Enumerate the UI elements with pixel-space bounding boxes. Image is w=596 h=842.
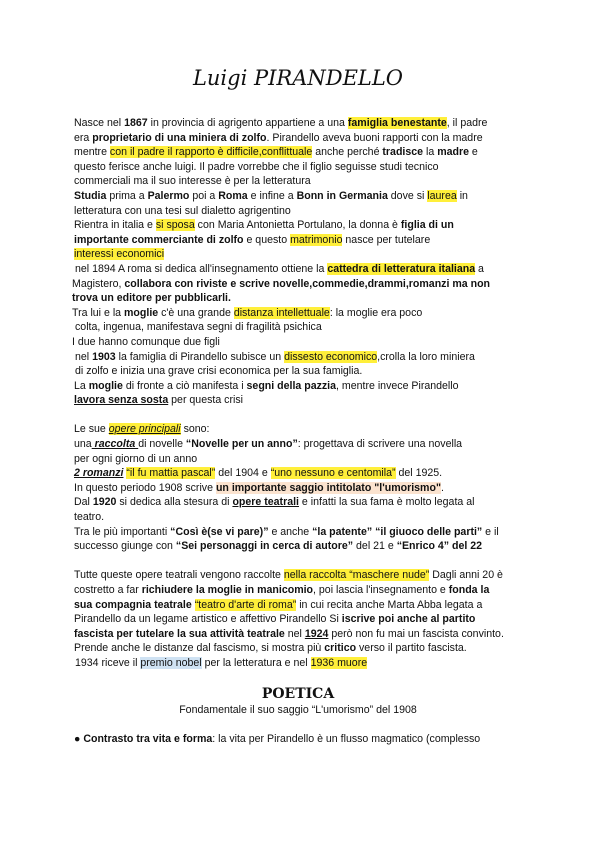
text-run: “la patente” “il giuoco delle parti” xyxy=(312,525,483,538)
text-line xyxy=(72,116,532,131)
text-run: Tutte queste opere teatrali vengono raccolte xyxy=(74,569,284,582)
text-line xyxy=(72,539,532,554)
text-run: . xyxy=(440,481,444,494)
text-run: . Pirandello aveva buoni rapporti con la madre xyxy=(266,131,483,144)
text-run: era xyxy=(74,131,93,144)
text-run: 1924 xyxy=(304,627,329,640)
text-run: sono: xyxy=(180,423,210,436)
text-run: 1934 riceve il xyxy=(75,656,141,669)
text-run: fascista per tutelare la sua attività teatrale xyxy=(74,627,285,640)
text-run: madre xyxy=(437,146,469,159)
section-subtitle: Fondamentale il suo saggio “L'umorismo” del 1908 xyxy=(179,703,417,716)
text-run: tradisce xyxy=(382,146,424,159)
text-run: successo giunge con xyxy=(74,540,176,553)
text-line xyxy=(72,291,532,306)
text-run: la famiglia di Pirandello subisce un xyxy=(115,350,285,363)
text-run: raccolta xyxy=(91,438,139,451)
text-run: matrimonio xyxy=(290,233,343,246)
bullet-term: Contrasto tra vita e forma xyxy=(83,732,213,745)
text-line xyxy=(72,525,532,540)
text-run: Roma xyxy=(218,189,248,202)
text-run: “il fu mattia pascal” xyxy=(126,467,216,480)
text-line xyxy=(72,379,532,394)
text-line xyxy=(72,218,532,233)
text-run: sua compagnia teatrale xyxy=(74,598,192,611)
text-line xyxy=(72,612,532,627)
text-run: 1920 xyxy=(92,496,117,509)
text-run: 1936 muore xyxy=(310,656,368,669)
text-run: Bonn in Germania xyxy=(296,189,388,202)
text-run: nel xyxy=(284,627,305,640)
text-run: famiglia benestante xyxy=(347,117,447,129)
text-run: fonda la xyxy=(448,584,490,596)
text-run: Palermo xyxy=(147,189,190,202)
text-run: nella raccolta “maschere nude” xyxy=(283,569,430,582)
text-run: collabora con riviste e scrive novelle,commedie,drammi,romanzi ma non xyxy=(124,277,491,290)
document-body xyxy=(72,116,532,746)
text-run: per ogni giorno di un anno xyxy=(74,452,198,465)
text-run: Le sue xyxy=(74,423,109,436)
text-run: ,crolla la loro miniera xyxy=(377,350,475,363)
document-title: Luigi PIRANDELLO xyxy=(192,66,404,90)
text-line xyxy=(72,320,532,335)
text-run: La xyxy=(74,379,89,392)
text-run: del 1904 e xyxy=(215,467,271,480)
text-run: “Sei personaggi in cerca di autore” xyxy=(175,540,354,553)
text-run: “Enrico 4” del 22 xyxy=(396,540,483,553)
text-line xyxy=(72,627,532,642)
biography-text xyxy=(72,116,532,671)
text-line xyxy=(72,174,532,189)
text-line xyxy=(72,350,532,365)
text-run: opere teatrali xyxy=(232,496,299,509)
text-run: interessi economici xyxy=(74,248,165,261)
text-run: Nasce nel xyxy=(74,117,125,129)
text-run: , poi lascia l'insegnamento e xyxy=(313,584,449,596)
text-run: letteratura con una tesi sul dialetto agrigentino xyxy=(74,204,291,217)
text-run: importante commerciante di zolfo xyxy=(74,233,244,246)
text-run: questo ferisce anche luigi. Il padre vorrebbe che il figlio seguisse studi tecnico xyxy=(74,160,439,173)
text-line xyxy=(72,598,532,613)
text-run: di novelle xyxy=(138,438,186,451)
text-run: però non fu mai un fascista convinto. xyxy=(328,627,504,640)
text-line xyxy=(72,247,532,262)
text-run: nasce per tutelare xyxy=(342,233,431,246)
text-run: Tra lui e la xyxy=(72,306,125,319)
text-run: per la letteratura e nel xyxy=(201,656,311,669)
text-run: Tra le più importanti xyxy=(74,525,171,538)
spacer xyxy=(72,408,532,423)
text-line xyxy=(72,656,532,671)
text-run: nel 1894 A roma si dedica all'insegnamento ottiene la xyxy=(75,262,328,275)
text-run: e il xyxy=(482,525,499,538)
text-run: del 21 e xyxy=(353,540,397,553)
text-run: in provincia di agrigento appartiene a una xyxy=(147,117,348,129)
text-run: Dagli anni 20 è xyxy=(429,569,503,582)
text-run: verso il partito fascista. xyxy=(356,642,467,655)
text-run: mentre xyxy=(74,146,110,159)
text-run: costretto a far xyxy=(74,584,142,596)
text-line xyxy=(72,510,532,525)
text-run: del 1925. xyxy=(395,467,443,480)
text-run: “teatro d'arte di roma” xyxy=(194,598,297,611)
text-line xyxy=(72,189,532,204)
text-run: Pirandello da un legame artistico e affettivo Pirandello Si xyxy=(74,613,342,626)
text-run: Studia xyxy=(74,189,107,202)
bullet-item xyxy=(72,732,532,747)
text-line xyxy=(72,131,532,146)
text-run: con Maria Antonietta Portulano, la donna è xyxy=(194,219,401,232)
text-run: dove si xyxy=(387,189,428,202)
text-line xyxy=(72,393,532,408)
text-line xyxy=(72,583,532,598)
text-line xyxy=(72,306,532,321)
text-run: figlia di un xyxy=(400,219,454,232)
text-run: e infatti la sua fama è molto legata al xyxy=(298,496,475,509)
text-run: : la moglie era poco xyxy=(329,306,423,319)
text-run: moglie xyxy=(88,379,123,392)
text-run: “uno nessuno e centomila” xyxy=(270,467,396,480)
text-run: prima a xyxy=(106,189,148,202)
text-run: anche perché xyxy=(312,146,383,159)
text-run: proprietario di una miniera di zolfo xyxy=(92,131,267,144)
text-run: poi a xyxy=(189,189,219,202)
text-line xyxy=(72,641,532,656)
text-run: laurea xyxy=(427,189,457,202)
text-run: : progettava di scrivere una novella xyxy=(297,438,463,451)
text-run: iscrive poi anche al partito xyxy=(341,613,476,626)
text-run: lavora senza sosta xyxy=(74,394,169,407)
text-line xyxy=(72,233,532,248)
section-heading: POETICA xyxy=(261,685,335,702)
text-line xyxy=(72,262,532,277)
text-run: colta, ingenua, manifestava segni di fragilità psichica xyxy=(75,321,322,334)
spacer xyxy=(72,554,532,569)
text-run: opere principali xyxy=(108,423,181,436)
text-run: con il padre il rapporto è difficile,conflittuale xyxy=(109,146,313,159)
text-run: nel xyxy=(75,350,93,363)
text-run: e questo xyxy=(243,233,291,246)
text-run: , mentre invece Pirandello xyxy=(336,379,459,392)
text-run: in xyxy=(456,189,468,202)
text-run: e xyxy=(468,146,478,159)
text-line xyxy=(72,277,532,292)
text-run: distanza intellettuale xyxy=(233,306,330,319)
text-line xyxy=(72,335,532,350)
text-run: , il padre xyxy=(446,117,488,129)
text-line xyxy=(72,364,532,379)
text-run: la xyxy=(423,146,438,159)
text-run: commerciali ma il suo interesse è per la letteratura xyxy=(74,175,311,188)
text-line xyxy=(72,568,532,583)
text-run: trova un editore per pubblicarli. xyxy=(72,292,231,305)
text-run: 2 romanzi xyxy=(74,467,124,480)
text-run: “Così è(se vi pare)” xyxy=(170,525,269,538)
text-run: Rientra in italia e xyxy=(74,219,156,232)
spacer xyxy=(72,717,532,732)
text-run: c'è una grande xyxy=(158,306,234,319)
text-run: richiudere la moglie in manicomio xyxy=(141,584,314,596)
text-run: Dal xyxy=(74,496,93,509)
text-run: moglie xyxy=(124,306,159,319)
text-run: Magistero, xyxy=(72,277,125,290)
text-run: cattedra di letteratura italiana xyxy=(327,262,476,275)
text-run: 1867 xyxy=(124,117,148,129)
text-line xyxy=(72,452,532,467)
text-run: si dedica alla stesura di xyxy=(116,496,233,509)
text-run: si sposa xyxy=(155,219,195,232)
text-run: per questa crisi xyxy=(168,394,243,407)
text-run: di zolfo e inizia una grave crisi economica per la sua famiglia. xyxy=(75,365,363,378)
text-run: 1903 xyxy=(92,350,116,363)
text-line xyxy=(72,495,532,510)
text-line xyxy=(72,204,532,219)
text-line xyxy=(72,466,532,481)
bullet-marker: ● xyxy=(74,732,84,745)
text-line xyxy=(72,160,532,175)
text-run: dissesto economico xyxy=(284,350,378,363)
text-run: Prende anche le distanze dal fascismo, si mostra più xyxy=(74,642,325,655)
text-run: “Novelle per un anno” xyxy=(185,438,298,451)
text-run: una xyxy=(74,438,92,451)
text-run: un importante saggio intitolato "l'umorismo" xyxy=(215,481,441,494)
text-line xyxy=(72,422,532,437)
text-line xyxy=(72,437,532,452)
text-run: a xyxy=(475,262,484,275)
text-run: In questo periodo 1908 scrive xyxy=(74,481,216,494)
bullet-text: : la vita per Pirandello è un flusso magmatico (complesso xyxy=(212,732,481,745)
text-run: in cui recita anche Marta Abba legata a xyxy=(296,598,483,611)
text-run: segni della pazzia xyxy=(246,379,337,392)
text-run: I due hanno comunque due figli xyxy=(72,335,220,348)
text-run: di fronte a ciò manifesta i xyxy=(122,379,247,392)
text-line xyxy=(72,145,532,160)
text-run: premio nobel xyxy=(140,656,202,669)
text-run: critico xyxy=(324,642,357,655)
text-line xyxy=(72,481,532,496)
text-run: e anche xyxy=(268,525,313,538)
text-run: e infine a xyxy=(247,189,297,202)
text-run: teatro. xyxy=(74,511,105,524)
